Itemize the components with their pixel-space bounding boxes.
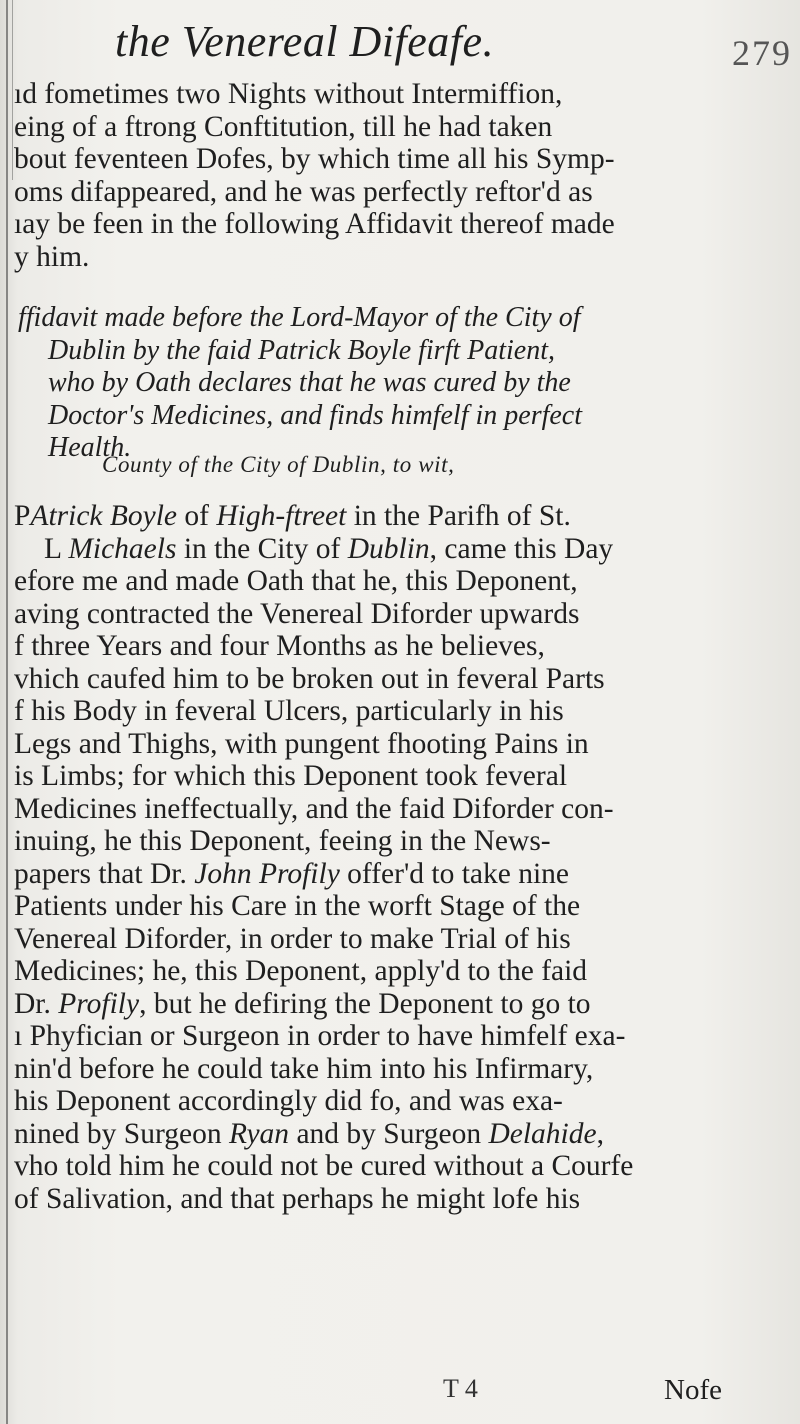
text-fragment: of (177, 500, 217, 532)
text-line: ıd fometimes two Nights without Intermiffion, (14, 78, 563, 110)
parish-name: Michaels (68, 532, 177, 565)
text-line: aving contracted the Venereal Diforder upwards (14, 597, 580, 630)
street-name: High-ftreet (216, 500, 347, 532)
text-line: y him. (14, 240, 90, 273)
text-line: Medicines ineffectually, and the faid Diforder con- (14, 792, 614, 825)
text-line: ıay be feen in the following Affidavit thereof made (14, 208, 615, 240)
doctor-line (14, 988, 784, 1021)
text-line: Patients under his Care in the worft Stage of the (14, 890, 581, 922)
text-line: Legs and Thighs, with pungent fhooting Pains in (14, 727, 589, 760)
text-line: f his Body in feveral Ulcers, particularly in his (14, 695, 564, 727)
text-line: his Deponent accordingly did fo, and was exa- (14, 1085, 563, 1117)
text-line: is Limbs; for which this Deponent took feveral (14, 760, 568, 792)
page-number: 279 (732, 33, 792, 73)
text-line: eing of a ftrong Conftitution, till he had taken (14, 110, 553, 143)
text-line: Medicines; he, this Deponent, apply'd to the faid (14, 955, 588, 987)
drop-letter: P (14, 500, 31, 532)
text-fragment: , (596, 1117, 604, 1150)
papers-line (14, 858, 784, 891)
running-head-title: the Venereal Difeafe. (115, 17, 495, 66)
city-name: Dublin (347, 532, 430, 565)
heading-line: Health. (48, 432, 132, 463)
text-line: nin'd before he could take him into his Infirmary, (14, 1052, 594, 1085)
surgeon-name: Delahide (488, 1117, 597, 1150)
surgeon-line (14, 1118, 784, 1151)
deposition-first-line (14, 500, 784, 533)
text-line: ı Phyfician or Surgeon in order to have himfelf exa- (14, 1020, 626, 1052)
catchword: Nofe (664, 1374, 722, 1406)
text-fragment: in the City of (176, 532, 348, 565)
intro-paragraph (14, 78, 784, 273)
drop-letter: L (44, 532, 61, 565)
deponent-name: Atrick Boyle (30, 500, 178, 532)
doctor-name: Profily (58, 987, 140, 1020)
text-line: Venereal Diforder, in order to make Trial of his (14, 922, 571, 955)
text-fragment: nined by Surgeon (14, 1117, 229, 1150)
deposition-second-line (14, 533, 784, 566)
county-line: County of the City of Dublin, to wit, (102, 452, 455, 477)
page-footer (0, 1374, 800, 1410)
heading-line: ffidavit made before the Lord-Mayor of the City of (18, 302, 581, 333)
text-fragment: , came this Day (429, 532, 614, 565)
text-fragment: and by Surgeon (289, 1117, 489, 1150)
text-line: vho told him he could not be cured without a Courfe (14, 1150, 634, 1182)
text-line: f three Years and four Months as he believes, (14, 630, 545, 662)
binding-gutter-line (6, 0, 8, 1424)
deposition-paragraph (14, 500, 784, 1215)
text-fragment: , but he defiring the Deponent to go to (139, 987, 591, 1020)
heading-line: Dublin by the faid Patrick Boyle firft Patient, (48, 334, 556, 366)
doctor-name: John Profily (194, 857, 340, 890)
text-fragment: Dr. (14, 987, 59, 1020)
text-line: bout feventeen Dofes, by which time all his Symp- (14, 143, 615, 175)
text-line: of Salivation, and that perhaps he might lofe his (14, 1182, 581, 1215)
running-head (0, 10, 800, 73)
text-line: efore me and made Oath that he, this Deponent, (14, 565, 578, 597)
surgeon-name: Ryan (228, 1117, 290, 1150)
heading-line: Doctor's Medicines, and finds himfelf in perfect (48, 399, 583, 431)
text-fragment: papers that Dr. (14, 857, 195, 890)
text-fragment: offer'd to take nine (339, 857, 570, 890)
affidavit-heading (18, 302, 778, 465)
text-line: inuing, he this Deponent, feeing in the News- (14, 825, 551, 857)
text-line: oms difappeared, and he was perfectly reftor'd as (14, 175, 593, 208)
signature-mark: T 4 (443, 1374, 478, 1403)
text-fragment: in the Parifh of St. (346, 500, 571, 532)
heading-line: who by Oath declares that he was cured by the (48, 367, 571, 398)
text-line: vhich caufed him to be broken out in feveral Parts (14, 662, 605, 695)
